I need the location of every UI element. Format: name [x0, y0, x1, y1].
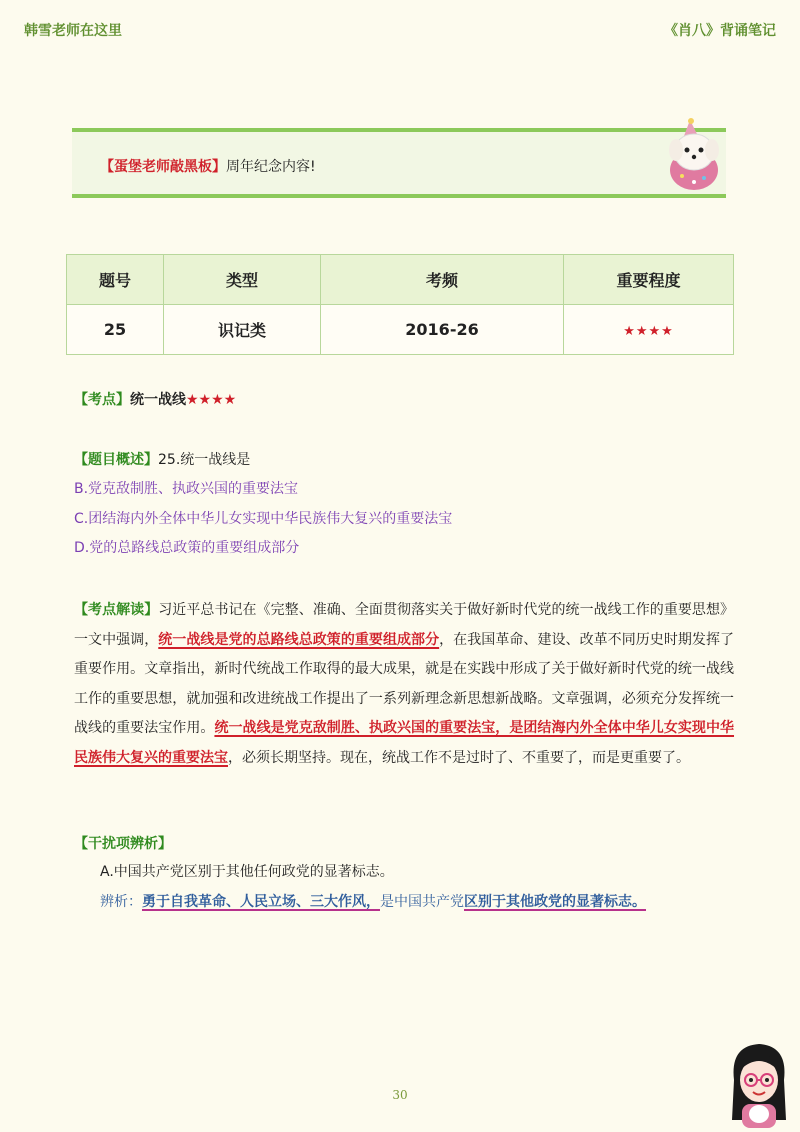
header-left-title: 韩雪老师在这里: [24, 23, 122, 39]
page-number: 30: [392, 1088, 408, 1102]
jiedu-tag: 【考点解读】: [74, 602, 159, 618]
jiedu-highlight-1: 统一战线是党的总路线总政策的重要组成部分: [158, 631, 440, 648]
notice-content: [100, 156, 316, 176]
option-d: D.党的总路线总政策的重要组成部分: [74, 540, 300, 556]
notice-banner: [72, 128, 726, 198]
question-meta-table: [66, 254, 734, 355]
teacher-avatar-icon: [724, 1040, 794, 1128]
table-row: [67, 305, 734, 355]
analysis-bold-1: 勇于自我革命、人民立场、三大作风，: [142, 894, 380, 910]
importance-stars-value: ★★★★: [623, 324, 674, 339]
kaodian-text: 统一战线: [130, 392, 186, 408]
importance-stars: [564, 305, 734, 355]
option-b: B.党克敌制胜、执政兴国的重要法宝: [74, 481, 299, 497]
question-frequency: 2016-26: [321, 305, 564, 355]
question-tag: 【题目概述】: [74, 452, 158, 468]
table-header-cell: 题号: [67, 255, 164, 305]
analysis-label: 辨析：: [100, 894, 142, 910]
jiedu-part2: ，在我国革命、建设、改革不同历史时期发挥了重要作用。文章指出，新时代统战工作取得的最大成果，就是在实践中形成了关于做好新时代党的统一战线工作的重要思想，就加强和改进统战工作提出了一系列新理念新思想新战略。文章强调，必须充分发挥统一战线的重要法宝作用。: [74, 631, 735, 736]
puppy-icon: [660, 118, 728, 192]
jiedu-part1: 习近平总书记在《完整、准确、全面贯彻落实关于做好新时代党的统一战线工作的重要思想》一文中强调，: [74, 602, 735, 648]
analysis-mid: 是中国共产党: [380, 894, 464, 910]
question-stem: 25.统一战线是: [158, 452, 251, 468]
table-header-cell: 类型: [164, 255, 321, 305]
table-header-cell: 重要程度: [564, 255, 734, 305]
notice-tag: 【蛋堡老师敲黑板】: [100, 159, 226, 175]
header-right-title: 《肖八》背诵笔记: [664, 23, 776, 39]
question-stem-line: [74, 450, 250, 470]
question-type: 识记类: [164, 305, 321, 355]
option-c: C.团结海内外全体中华儿女实现中华民族伟大复兴的重要法宝: [74, 511, 453, 527]
table-header-row: [67, 255, 734, 305]
question-number: 25: [67, 305, 164, 355]
kaodian-line: [74, 390, 236, 410]
kaodian-stars: ★★★★: [186, 392, 237, 408]
jiedu-part3: ，必须长期坚持。现在，统战工作不是过时了、不重要了，而是更重要了。: [228, 749, 690, 766]
ganrao-option: A.中国共产党区别于其他任何政党的显著标志。: [100, 864, 394, 880]
notice-text: 周年纪念内容!: [226, 159, 316, 175]
ganrao-tag-line: [74, 834, 172, 854]
ganrao-analysis: [100, 892, 646, 912]
jiedu-paragraph: [74, 596, 734, 773]
jiedu-highlight-2: 统一战线是党克敌制胜、执政兴国的重要法宝，是团结海内外全体中华儿女实现中华民族伟大复兴的重要法宝: [74, 720, 735, 766]
analysis-bold-2: 区别于其他政党的显著标志。: [464, 894, 646, 910]
kaodian-tag: 【考点】: [74, 392, 130, 408]
table-header-cell: 考频: [321, 255, 564, 305]
ganrao-tag: 【干扰项辨析】: [74, 836, 172, 852]
